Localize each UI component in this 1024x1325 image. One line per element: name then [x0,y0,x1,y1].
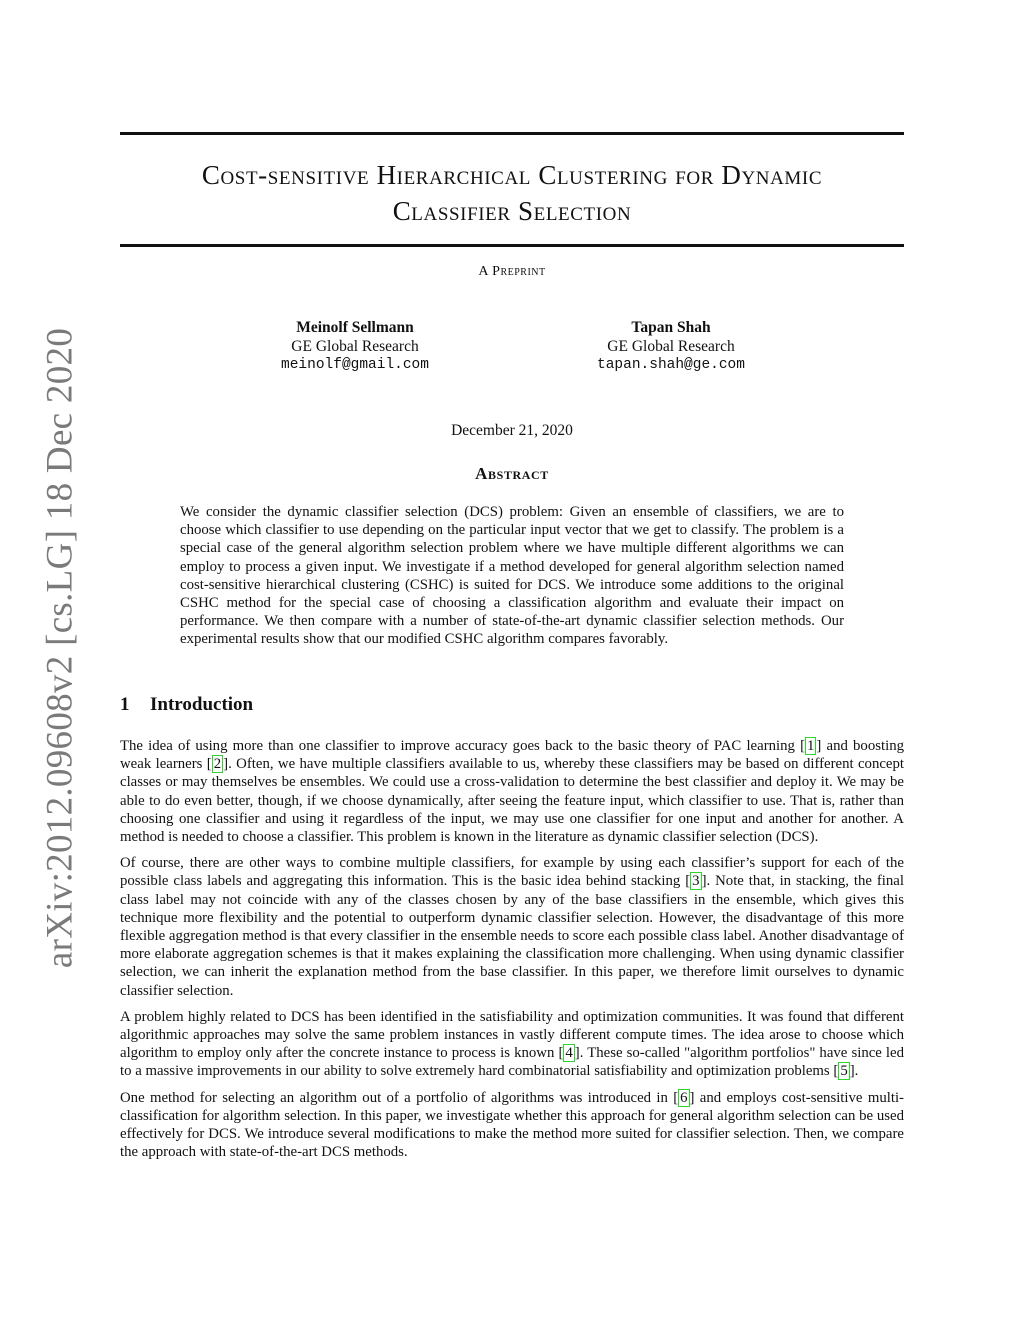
title-top-rule [120,132,904,135]
introduction-body [120,737,904,1169]
section-number: 1 [120,694,130,715]
author-block-1 [225,318,485,375]
paragraph-text: A problem highly related to DCS has been identified in the satisfiability and optimization communities. It was found that different algorithmic approaches may solve the same problem instances in vastly different compute times. The idea arose to choose which algorithm to employ only after the concrete instance to process is known [120,1008,904,1062]
citation-link[interactable]: 6 [680,1089,688,1106]
citation-link[interactable]: 4 [565,1045,573,1062]
paragraph-text: . Note that, in stacking, the final class label may not coincide with any of the classes chosen by any of the base classifiers in the ensemble, which gives this technique more flexibility and the potential to outperform dynamic classifier selection. However, the disadvantage of this more flexible aggregation method is that every classifier in the ensemble needs to score each possible class label. Another disadvantage of more elaborate aggregation schemes is that it makes explaining the classification more challenging. When using dynamic classifier selection, we can inherit the explanation method from the base classifier. In this paper, we therefore limit ourselves to dynamic classifier selection. [120,873,904,999]
paragraph-text: and employs cost-sensitive multi-classification for algorithm selection. In this paper, we investigate whether this approach for general algorithm selection can be used effectively for DCS. We introduce several modifications to make the method more suited for classifier selection. Then, we compare the approach with state-of-the-art DCS methods. [120,1089,904,1161]
paragraph: One method for selecting an algorithm out of a portfolio of algorithms was introduced in [ 6 ] and employs cost-sensitive multi-classification for algorithm selection. In this paper, we investigate whether this approach for general algorithm selection can be used effectively for DCS. We introduce several modifications to make the method more suited for classifier selection. Then, we compare the approach with state-of-the-art DCS methods. [120,1089,904,1161]
paragraph: The idea of using more than one classifier to improve accuracy goes back to the basic theory of PAC learning [ 1 ] and boosting weak learners [ 2 ]. Often, we have multiple classifiers available to us, whereby these classifiers may be based on different concept classes or may themselves be ensembles. We could use a cross-validation to determine the best classifier and deploy it. We may be able to do even better, though, if we choose dynamically, after seeing the feature input, which classifier to use. That is, rather than choosing one classifier and using it regardless of the input, we may use one classifier for one input and another for another. A method is needed to choose a classifier. This problem is known in the literature as dynamic classifier selection (DCS). [120,738,905,846]
section-title: Introduction [150,694,254,715]
paper-title [120,157,904,229]
title-bottom-rule [120,244,904,247]
abstract-heading: Abstract [475,464,549,483]
abstract-text: We consider the dynamic classifier selection (DCS) problem: Given an ensemble of classifiers, we are to choose which classifier to use depending on the particular input vector that we get to classify. The problem is a special case of the general algorithm selection problem where we have multiple different algorithms we can employ to process a given input. We investigate if a method developed for general algorithm selection named cost-sensitive hierarchical clustering (CSHC) is suited for DCS. We introduce some additions to the original CSHC method for the special case of choosing a classification algorithm and evaluate their impact on performance. We then compare with a number of state-of-the-art dynamic classifier selection methods. Our experimental results show that our modified CSHC algorithm compares favorably. [180,504,844,648]
author-affiliation: GE Global Research [291,338,419,355]
author-affiliation: GE Global Research [607,338,735,355]
arxiv-identifier-stamp: arXiv:2012.09608v2 [cs.LG] 18 Dec 2020 [39,327,81,969]
preprint-label: A Preprint [478,264,546,279]
paragraph-text: and boosting weak learners [120,738,904,773]
author-email-link[interactable]: meinolf@gmail.com [281,357,429,373]
citation-link[interactable]: 3 [692,873,700,890]
section-heading [120,694,253,716]
author-block-2 [541,318,801,375]
author-email-link[interactable]: tapan.shah@ge.com [597,357,745,373]
paragraph: Of course, there are other ways to combine multiple classifiers, for example by using each classifier’s support for each of the possible class labels and aggregating this information. This is the basic idea behind stacking [ 3 ]. Note that, in stacking, the final class label may not coincide with any of the classes chosen by any of the base classifiers in the ensemble, which gives this technique more flexibility and the potential to outperform dynamic classifier selection. However, the disadvantage of this more flexible aggregation method is that every classifier in the ensemble needs to score each possible class label. Another disadvantage of more elaborate aggregation schemes is that it makes explaining the classification more challenging. When using dynamic classifier selection, we can inherit the explanation method from the base classifier. In this paper, we therefore limit ourselves to dynamic classifier selection. [120,855,904,999]
citation-link[interactable]: 5 [840,1063,848,1080]
title-line-2: Classifier Selection [392,196,632,226]
paragraph-text: The idea of using more than one classifier to improve accuracy goes back to the basic theory of PAC learning [120,738,801,754]
paragraph-text: Of course, there are other ways to combine multiple classifiers, for example by using each classifier’s support for each of the possible class labels and aggregating this information. This is the basic idea behind stacking [120,855,904,890]
publication-date: December 21, 2020 [451,422,573,439]
author-name: Meinolf Sellmann [296,319,414,336]
paragraph-text: . [854,1063,859,1080]
paragraph-text: . These so-called "algorithm portfolios" have since led to a massive improvements in our ability to solve extremely hard combinatorial satisfiability and optimization problems [120,1045,905,1080]
citation-link[interactable]: 2 [213,756,222,773]
title-line-1: Cost-sensitive Hierarchical Clustering for Dynamic [201,160,823,190]
paragraph-text: . Often, we have multiple classifiers available to us, whereby these classifiers may be based on different concept classes or may themselves be ensembles. We could use a cross-validation to determine the best classifier and deploy it. We may be able to do even better, though, if we choose dynamically, after seeing the feature input, which classifier to use. That is, rather than choosing one classifier and using it regardless of the input, we may use one classifier for one input and another for another. A method is needed to choose a classifier. This problem is known in the literature as dynamic classifier selection (DCS). [120,756,905,846]
paragraph: A problem highly related to DCS has been identified in the satisfiability and optimization communities. It was found that different algorithmic approaches may solve the same problem instances in vastly different compute times. The idea arose to choose which algorithm to employ only after the concrete instance to process is known [ 4 ]. These so-called "algorithm portfolios" have since led to a massive improvements in our ability to solve extremely hard combinatorial satisfiability and optimization problems [ 5 ]. [120,1008,905,1080]
author-name: Tapan Shah [631,319,711,336]
citation-link[interactable]: 1 [807,738,815,754]
paragraph-text: One method for selecting an algorithm out of a portfolio of algorithms was introduced in [120,1089,674,1106]
